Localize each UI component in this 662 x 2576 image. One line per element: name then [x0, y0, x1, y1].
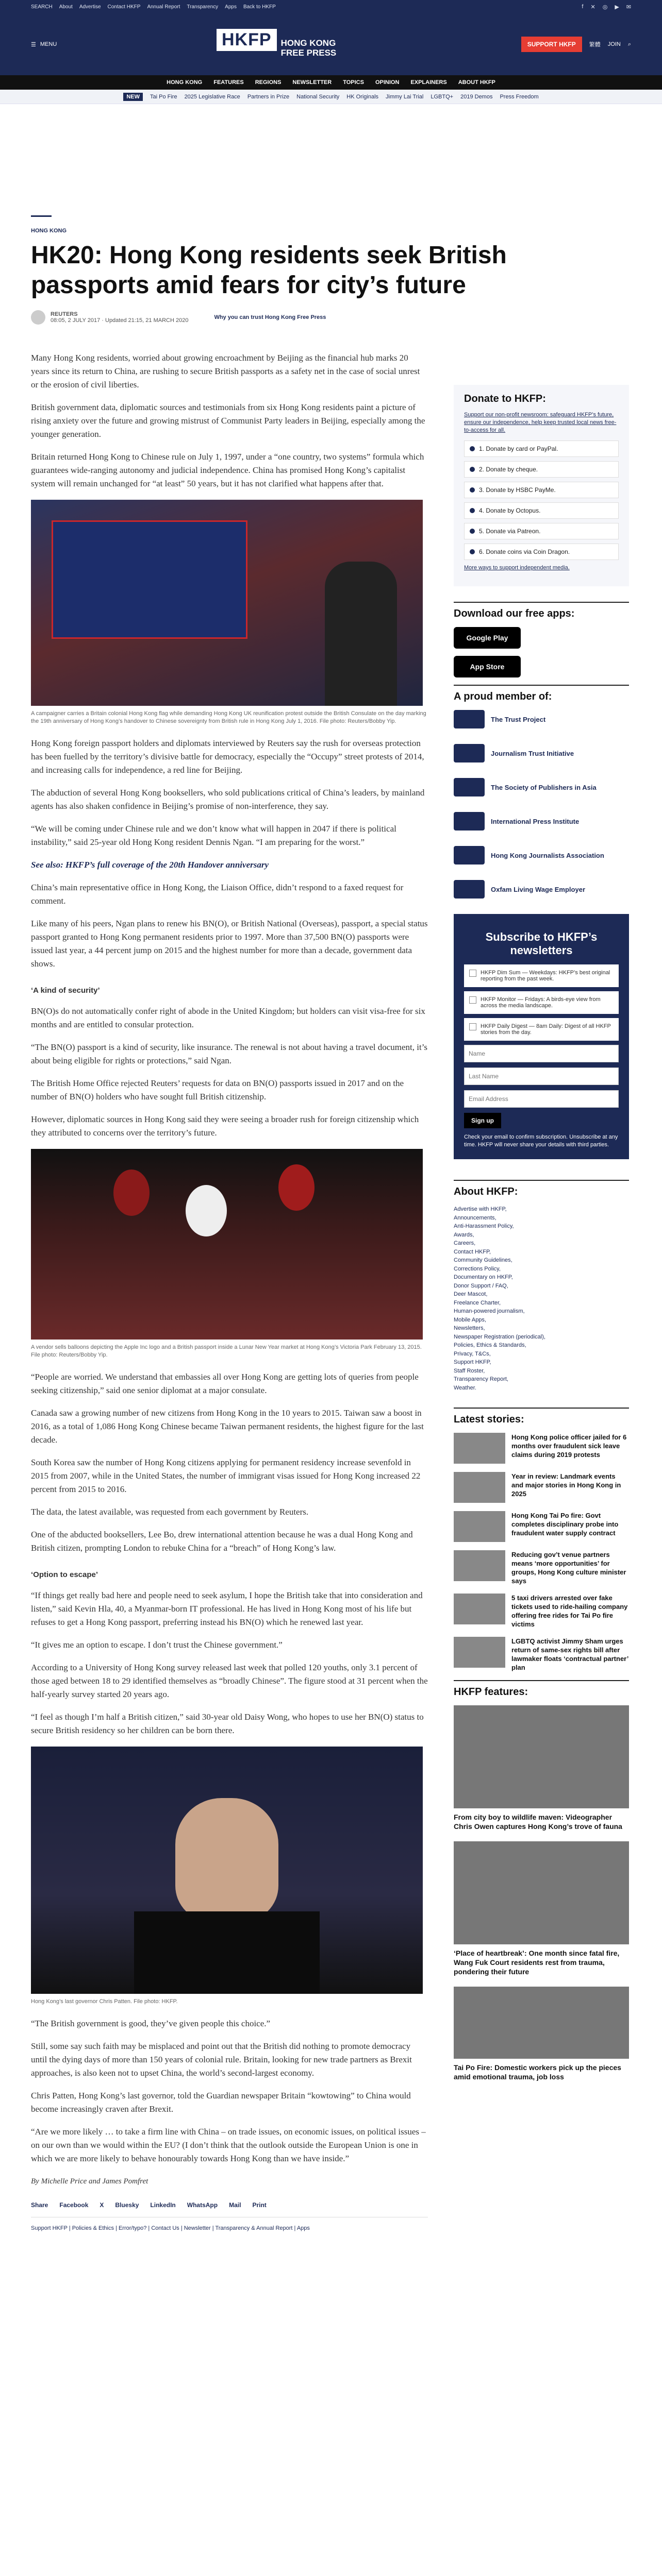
article-meta [31, 310, 326, 325]
about-link[interactable]: Donor Support / FAQ, [454, 1282, 508, 1289]
article-image-flag-protest [31, 500, 423, 706]
octopus-icon [470, 508, 475, 513]
list-item[interactable]: Year in review: Landmark events and major stories in Hong Kong in 2025 [454, 1472, 629, 1503]
newsletter-option[interactable]: HKFP Daily Digest — 8am Daily: Digest of all HKFP stories from the day. [464, 1018, 619, 1041]
about-link[interactable]: Mobile Apps, [454, 1316, 486, 1323]
share-bluesky[interactable]: Bluesky [115, 2201, 139, 2209]
patreon-icon [470, 529, 475, 534]
email-field[interactable] [464, 1090, 619, 1108]
about-link[interactable]: Newspaper Registration (periodical), [454, 1333, 545, 1340]
feature-item[interactable]: ‘Place of heartbreak’: One month since fatal fire, Wang Fuk Court residents rest from trauma, pondering their future [454, 1841, 629, 1976]
paragraph: “The BN(O) passport is a kind of security, like insurance. The renewal is not about having a travel document, it’s about being eligible for rights or protections,” said Ngan. [31, 1042, 428, 1065]
avatar [31, 310, 45, 325]
list-item[interactable]: Hong Kong police officer jailed for 6 months over fraudulent sick leave claims during 2019 protests [454, 1433, 629, 1464]
ticker-item[interactable]: HK Originals [346, 93, 379, 100]
share-bar [31, 2198, 428, 2212]
about-link[interactable]: Careers, [454, 1240, 476, 1246]
flag-shape [52, 520, 247, 639]
about-link[interactable]: Human-powered journalism, [454, 1308, 525, 1314]
ipi-logo [454, 812, 485, 831]
paragraph: The data, the latest available, was requested from each government by Reuters. [31, 1507, 309, 1517]
name-field[interactable] [464, 1045, 619, 1062]
about-link[interactable]: Newsletters, [454, 1325, 485, 1331]
paragraph: “It gives me an option to escape. I don’t trust the Chinese government.” [31, 1640, 283, 1650]
story-thumbnail [454, 1433, 505, 1464]
about-link[interactable]: Awards, [454, 1231, 474, 1238]
paragraph: China’s main representative office in Hong Kong, the Liaison Office, didn’t respond to a faxed request for comment. [31, 883, 404, 906]
hamburger-icon: ☰ [31, 41, 36, 48]
newsletter-note: Check your email to confirm subscription. Unsubscribe at any time. HKFP will never share your details with third parties. [464, 1134, 618, 1148]
coin-icon [470, 549, 475, 554]
about-link[interactable]: Anti-Harassment Policy, [454, 1223, 514, 1229]
share-whatsapp[interactable]: WhatsApp [187, 2201, 218, 2209]
page-title: HK20: Hong Kong residents seek British passports amid fears for city’s future [31, 242, 507, 299]
new-badge: NEW [123, 93, 143, 101]
menu-button[interactable]: ☰ MENU [31, 41, 57, 48]
hkja-logo [454, 846, 485, 865]
donate-option[interactable]: 5. Donate via Patreon. [464, 523, 619, 539]
image-caption: A vendor sells balloons depicting the Apple Inc logo and a British passport inside a Lunar New Year market at Hong Kong’s Victoria Park February 13, 2015. File photo: Reuters/Bobby Yip. [31, 1344, 422, 1358]
story-thumbnail [454, 1637, 505, 1668]
topbar-contact[interactable]: Contact HKFP [107, 4, 141, 10]
topbar-about[interactable]: About [59, 4, 73, 10]
paragraph: Hong Kong foreign passport holders and diplomats interviewed by Reuters say the rush for overseas protection has been fuelled by the territory’s divisive battle for democracy, especially the “Occupy” street protests of 2014, and increasing calls for independence, a red line for Beijing. [31, 738, 424, 775]
sidebar [454, 385, 629, 2092]
paragraph: “We will be coming under Chinese rule and we don’t know what will happen in 2047 if there is political instability,” said 25-year old Hong Kong resident Dennis Ngan. “I am preparing for the worst.” [31, 824, 396, 847]
nav-item[interactable]: EXPLAINERS [410, 79, 447, 86]
balloon-shape [186, 1185, 227, 1236]
ticker-item[interactable]: National Security [296, 93, 340, 100]
ticker-item[interactable]: Jimmy Lai Trial [386, 93, 424, 100]
about-link[interactable]: Contact HKFP, [454, 1248, 491, 1255]
jti-logo [454, 744, 485, 762]
suit-shape [134, 1911, 320, 1994]
nav-item[interactable]: TOPICS [343, 79, 364, 86]
donate-option[interactable]: 6. Donate coins via Coin Dragon. [464, 544, 619, 560]
google-play-badge[interactable]: Google Play [454, 627, 521, 649]
paragraph: BN(O)s do not automatically confer right of abode in the United Kingdom; but holders can visit visa-free for six months and are entitled to consular protection. [31, 1006, 425, 1029]
paragraph: Britain returned Hong Kong to Chinese rule on July 1, 1997, under a “one country, two systems” formula which guarantees wide-ranging autonomy and judicial independence. China has promised Hong Kong’s capitalist system will remain unchanged for “at least” 50 years, but it has not clarified what happens after that. [31, 452, 424, 488]
trust-link[interactable]: Why you can trust Hong Kong Free Press [214, 314, 326, 320]
topic-ticker [0, 90, 662, 104]
member-logo[interactable]: The Trust Project [454, 710, 629, 728]
newsletter-box [454, 914, 629, 1159]
category-label[interactable]: HONG KONG [31, 228, 67, 234]
more-ways-link[interactable]: More ways to support independent media. [464, 565, 570, 571]
lang-toggle[interactable]: 繁體 [589, 42, 601, 48]
paragraph: “The British government is good, they’ve given people this choice.” [31, 2019, 271, 2028]
share-x[interactable]: X [100, 2201, 104, 2209]
newsletter-option[interactable]: HKFP Dim Sum — Weekdays: HKFP’s best original reporting from the past week. [464, 964, 619, 987]
article-footer-links[interactable]: Support HKFP | Policies & Ethics | Error/typo? | Contact Us | Newsletter | Transparency & Annual Report | Apps [31, 2217, 428, 2235]
subheading: ‘Option to escape’ [31, 1570, 98, 1579]
member-logo[interactable]: Journalism Trust Initiative [454, 744, 629, 762]
list-item[interactable]: Hong Kong Tai Po fire: Govt completes disciplinary probe into fraudulent water supply contract [454, 1511, 629, 1542]
last-name-field[interactable] [464, 1067, 619, 1085]
trust-project-logo [454, 710, 485, 728]
about-link[interactable]: Staff Roster, [454, 1367, 485, 1374]
feature-item[interactable]: Tai Po Fire: Domestic workers pick up the pieces amid emotional trauma, job loss [454, 1987, 629, 2081]
sopa-logo [454, 778, 485, 796]
image-caption: Hong Kong’s last governor Chris Patten. File photo: HKFP. [31, 1998, 178, 2005]
ticker-item[interactable]: LGBTQ+ [431, 93, 454, 100]
topbar-apps[interactable]: Apps [225, 4, 237, 10]
payme-icon [470, 487, 475, 493]
author-name[interactable]: REUTERS [51, 311, 78, 317]
newsletter-option[interactable]: HKFP Monitor — Fridays: A birds-eye view from across the media landscape. [464, 991, 619, 1014]
newsletter-title: Subscribe to HKFP’s newsletters [485, 930, 598, 957]
about-link[interactable]: Weather. [454, 1384, 476, 1391]
features-title: HKFP features: [454, 1680, 629, 1698]
top-bar [0, 0, 662, 13]
join-link[interactable]: JOIN [607, 41, 621, 47]
list-item[interactable]: 5 taxi drivers arrested over fake tickets used to ride-hailing company offering free rides for Tai Po fire victims [454, 1594, 629, 1629]
paragraph: Canada saw a growing number of new citizens from Hong Kong in the 10 years to 2015. Taiwan saw a boost in 2016, as a total of 1,086 Hong Kong Chinese became Taiwan permanent residents, the highest figure for the last decade. [31, 1408, 424, 1445]
balloon-shape [278, 1164, 315, 1211]
nav-item[interactable]: OPINION [375, 79, 400, 86]
facebook-icon[interactable]: f [582, 4, 584, 10]
about-link[interactable]: Transparency Report, [454, 1376, 508, 1382]
about-link[interactable]: Corrections Policy, [454, 1265, 501, 1272]
member-logo[interactable]: The Society of Publishers in Asia [454, 778, 629, 796]
article-body [31, 351, 428, 2235]
paragraph: The British Home Office rejected Reuters’ requests for data on BN(O) passports issued in 2017 and on the number of BN(O) holders who have sought full British citizenship. [31, 1078, 404, 1101]
ticker-item[interactable]: 2025 Legislative Race [184, 93, 240, 100]
member-logo[interactable]: International Press Institute [454, 812, 629, 831]
paragraph: British government data, diplomatic sources and testimonials from six Hong Kong residents paint a picture of rising anxiety over the future and growing mistrust of Communist Party leaders in Beijing, especially among the younger generation. [31, 402, 425, 439]
article-image-balloons [31, 1149, 423, 1340]
support-button[interactable]: SUPPORT HKFP [521, 37, 582, 52]
paragraph: Chris Patten, Hong Kong’s last governor, told the Guardian newspaper Britain “kowtowing” to China would become increasingly craven after Brexit. [31, 2091, 411, 2114]
ticker-item[interactable]: Press Freedom [500, 93, 539, 100]
nav-item[interactable]: FEATURES [213, 79, 244, 86]
features-list [454, 1705, 629, 2081]
about-link[interactable]: Announcements, [454, 1214, 496, 1221]
see-also-link[interactable]: See also: HKFP’s full coverage of the 20th Handover anniversary [31, 860, 269, 870]
topbar-advertise[interactable]: Advertise [79, 4, 101, 10]
ticker-item[interactable]: 2019 Demos [460, 93, 493, 100]
image-caption: A campaigner carries a Britain colonial Hong Kong flag while demanding Hong Kong UK reunification protest outside the British Consulate on the day marking the 19th anniversary of Hong Kong’s handover to Chinese sovereignty from British rule in Hong Kong July 1, 2016. File photo: Reuters/Bobby Yip. [31, 710, 426, 724]
apps-title: Download our free apps: [454, 602, 629, 620]
story-thumbnail [454, 1511, 505, 1542]
checkbox[interactable] [469, 996, 476, 1004]
about-title: About HKFP: [454, 1180, 629, 1198]
paragraph: “If things get really bad here and people need to seek asylum, I hope the British take that into consideration and listen,” said Kevin Hla, 40, a Myanmar-born IT professional. He has lived in Hong Kong most of his life but refuses to get a Hong Kong passport, preferring instead his BN(O) which he renewed last year. [31, 1590, 423, 1627]
about-link[interactable]: Advertise with HKFP, [454, 1206, 507, 1212]
paragraph: Still, some say such faith may be misplaced and point out that the British did nothing to promote democracy until the dying days of more than 150 years of colonial rule. Britain, looking for new trade partners as Brexit approaches, is also keen not to upset China, the world’s second-largest economy. [31, 2041, 412, 2078]
paragraph: However, diplomatic sources in Hong Kong said they were seeing a broader rush for foreign citizenship which they attributed to concerns over the territory’s future. [31, 1114, 419, 1138]
member-logo[interactable]: Hong Kong Journalists Association [454, 846, 629, 865]
feature-image [454, 1841, 629, 1944]
topbar-annual-report[interactable]: Annual Report [147, 4, 180, 10]
share-mail[interactable]: Mail [229, 2201, 241, 2209]
about-link[interactable]: Community Guidelines, [454, 1257, 512, 1263]
share-facebook[interactable]: Facebook [59, 2201, 89, 2209]
topbar-transparency[interactable]: Transparency [187, 4, 219, 10]
topbar-back[interactable]: Back to HKFP [243, 4, 276, 10]
paragraph: Many Hong Kong residents, worried about growing encroachment by Beijing as the financial hub marks 20 years since its return to China, are rushing to secure British passports as a safety net in the case of social unrest or the erosion of civil liberties. [31, 353, 420, 389]
paragraph: “People are worried. We understand that embassies all over Hong Kong are getting lots of queries from people seeking citizenship,” said one senior diplomat at a major consulate. [31, 1372, 419, 1395]
paragraph: “I feel as though I’m half a British citizen,” said 30-year old Daisy Wong, who hopes to use her BN(O) status to secure British residency so her children can be born there. [31, 1712, 424, 1735]
story-thumbnail [454, 1472, 505, 1503]
paragraph: According to a University of Hong Kong survey released last week that polled 120 youths, only 3.1 percent of those aged between 18 to 29 identified themselves as “broadly Chinese”. The figure stood at 31 percent when the half-yearly survey started 20 years ago. [31, 1663, 428, 1699]
story-thumbnail [454, 1550, 505, 1581]
donate-option[interactable]: 3. Donate by HSBC PayMe. [464, 482, 619, 498]
ticker-item[interactable]: Partners in Prize [247, 93, 290, 100]
latest-list [454, 1433, 629, 1672]
member-logo[interactable]: Oxfam Living Wage Employer [454, 880, 629, 899]
paragraph: One of the abducted booksellers, Lee Bo, drew international attention because he was a dual Hong Kong and British citizen, prompting London to rebuke China for a “breach” of Hong Kong’s law. [31, 1530, 413, 1553]
x-icon[interactable]: ✕ [590, 4, 595, 10]
donate-intro-link[interactable]: Support our non-profit newsroom: safeguard HKFP’s future, ensure our independence, help keep trusted local news free-to-access for all. [464, 412, 617, 433]
list-item[interactable]: Reducing gov’t venue partners means ‘more opportunities’ for groups, Hong Kong culture minister says [454, 1550, 629, 1585]
face-shape [175, 1798, 278, 1922]
list-item[interactable]: LGBTQ activist Jimmy Sham urges return of same-sex rights bill after lawmaker floats ‘contractual partner’ plan [454, 1637, 629, 1672]
paragraph: South Korea saw the number of Hong Kong citizens applying for permanent residency increase sevenfold in 2015 from 2007, while in the United States, the number of immigrant visas issued for Hong Kong increased 22 percent from 2015 to 2016. [31, 1458, 421, 1494]
ticker-item[interactable]: Tai Po Fire [150, 93, 177, 100]
paragraph: The abduction of several Hong Kong booksellers, who sold publications critical of China’s leaders, by mainland agents has also shaken confidence in Beijing’s promise of non-interference, they say. [31, 788, 425, 811]
youtube-icon[interactable]: ▶ [615, 4, 619, 10]
donate-option[interactable]: 1. Donate by card or PayPal. [464, 440, 619, 457]
story-thumbnail [454, 1594, 505, 1624]
figure-shape [325, 562, 397, 706]
nav-item[interactable]: REGIONS [255, 79, 282, 86]
app-store-badge[interactable]: App Store [454, 656, 521, 677]
checkbox[interactable] [469, 970, 476, 977]
donate-title: Donate to HKFP: [464, 393, 546, 404]
byline: By Michelle Price and James Pomfret [31, 2177, 148, 2185]
feature-image [454, 1705, 629, 1808]
nav-item[interactable]: HONG KONG [167, 79, 203, 86]
subheading: ‘A kind of security’ [31, 986, 100, 995]
mail-icon[interactable]: ✉ [626, 4, 631, 10]
feature-image [454, 1987, 629, 2059]
about-link[interactable]: Support HKFP, [454, 1359, 491, 1365]
share-linkedin[interactable]: LinkedIn [150, 2201, 176, 2209]
donate-option[interactable]: 4. Donate by Octopus. [464, 502, 619, 519]
instagram-icon[interactable]: ◎ [602, 4, 608, 10]
oxfam-logo [454, 880, 485, 899]
about-list [454, 1205, 629, 1392]
balloon-shape [113, 1170, 150, 1216]
about-link[interactable]: Policies, Ethics & Standards, [454, 1342, 526, 1348]
search-icon[interactable]: ⌕ [627, 41, 631, 47]
site-header [0, 13, 662, 75]
paragraph: Like many of his peers, Ngan plans to renew his BN(O), or British National (Overseas), passport, a special status passport granted to Hong Kong permanent residents prior to 1997. More than 37,500 BN(O) passports were issued last year, a 44 percent jump on 2015 and the highest number for more than a decade, government data shows. [31, 919, 428, 969]
cheque-icon [470, 467, 475, 472]
share-print[interactable]: Print [252, 2201, 267, 2209]
donate-box [454, 385, 629, 586]
signup-button[interactable]: Sign up [464, 1113, 501, 1128]
about-link[interactable]: Deer Mascot, [454, 1291, 488, 1297]
share-label: Share [31, 2201, 48, 2209]
about-link[interactable]: Documentary on HKFP, [454, 1274, 513, 1280]
nav-item[interactable]: NEWSLETTER [292, 79, 332, 86]
about-link[interactable]: Privacy, T&Cs, [454, 1350, 491, 1357]
main-nav [0, 75, 662, 90]
latest-title: Latest stories: [454, 1408, 629, 1426]
checkbox[interactable] [469, 1023, 476, 1030]
feature-item[interactable]: From city boy to wildlife maven: Videographer Chris Owen captures Hong Kong’s trove of fauna [454, 1705, 629, 1831]
topbar-search[interactable]: SEARCH [31, 4, 53, 10]
paragraph: “Are we more likely … to take a firm line with China – on trade issues, on economic issues, on political issues – on our own than we would within the EU? (I don’t think that the outlook outside the European Union is one in which we are more likely to behave honourably towards Hong Kong than we have inside.” [31, 2127, 426, 2163]
donate-option[interactable]: 2. Donate by cheque. [464, 461, 619, 478]
member-title: A proud member of: [454, 685, 629, 703]
site-logo[interactable]: HKFP HONG KONG FREE PRESS [217, 29, 336, 66]
article-image-patten [31, 1747, 423, 1994]
about-link[interactable]: Freelance Charter, [454, 1299, 501, 1306]
nav-item[interactable]: ABOUT HKFP [458, 79, 495, 86]
publish-date: 08:05, 2 JULY 2017 · Updated 21:15, 21 MARCH 2020 [51, 317, 189, 324]
card-icon [470, 446, 475, 451]
